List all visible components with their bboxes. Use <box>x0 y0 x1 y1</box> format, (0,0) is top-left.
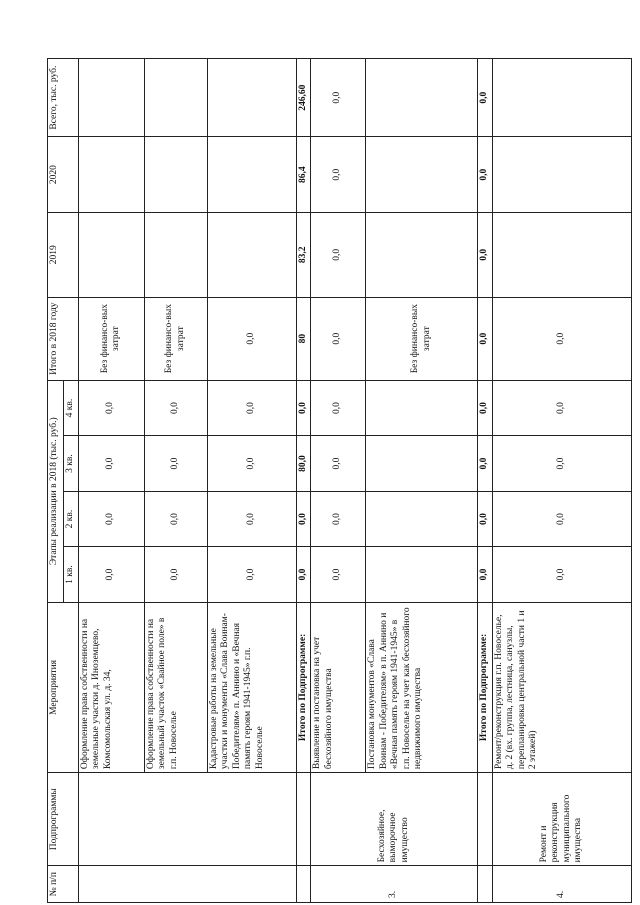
y2019-cell <box>78 213 144 298</box>
q3-cell: 0,0 <box>478 436 493 492</box>
total-cell: 246,60 <box>296 59 311 137</box>
total2018-cell: 0,0 <box>207 297 296 380</box>
q4-cell: 0,0 <box>207 380 296 436</box>
subprogram-cell-empty <box>478 773 493 866</box>
q3-cell: 80,0 <box>296 436 311 492</box>
q2-cell: 0,0 <box>492 491 632 547</box>
y2019-cell <box>207 213 296 298</box>
header-q4: 4 кв. <box>64 380 79 436</box>
q1-cell: 0,0 <box>492 547 632 603</box>
total2018-cell: 0,0 <box>478 297 493 380</box>
y2019-cell <box>144 213 207 298</box>
header-total2018: Итого в 2018 году <box>48 297 79 380</box>
y2020-cell: 0,0 <box>311 137 366 213</box>
q1-cell: 0,0 <box>207 547 296 603</box>
header-num: № п/п <box>48 866 79 903</box>
q4-cell: 0,0 <box>78 380 144 436</box>
q4-cell: 0,0 <box>144 380 207 436</box>
measure-cell: Кадастровые работы на земельные участки и монументы «Слава Воинам-Победителям» п. Аннино и «Вечная память героям 1941-1945» г.п. Новоселье <box>207 602 296 772</box>
header-total: Всего, тыс. руб. <box>48 59 79 137</box>
y2020-cell: 0,0 <box>478 137 493 213</box>
y2019-cell: 0,0 <box>311 213 366 298</box>
header-q3: 3 кв. <box>64 436 79 492</box>
program-table <box>47 58 632 903</box>
q3-cell: 0,0 <box>492 436 632 492</box>
q3-cell: 0,0 <box>311 436 366 492</box>
measure-cell: Оформление права собственности на земельный участок «Свайное поле» в г.п. Новоселье <box>144 602 207 772</box>
total2018-cell: 0,0 <box>492 297 632 380</box>
q2-cell: 0,0 <box>478 491 493 547</box>
header-2020: 2020 <box>48 137 79 213</box>
q1-cell: 0,0 <box>311 547 366 603</box>
total2018-cell: 0,0 <box>311 297 366 380</box>
subtotal-row <box>478 59 493 903</box>
measure-cell: Ремонт/реконструкция г.п. Новоселье, д. 2 (вх. группа, лестница, санузлы, перепланировка центральной части 1 и 2 этажей) <box>492 602 632 772</box>
q4-cell: 0,0 <box>478 380 493 436</box>
y2019-cell: 0,0 <box>478 213 493 298</box>
total2018-cell: 80 <box>296 297 311 380</box>
total-cell-empty <box>366 59 478 137</box>
q1-cell: 0,0 <box>144 547 207 603</box>
q2-cell-empty <box>366 491 478 547</box>
total2018-cell: Без финансо-вых затрат <box>144 297 207 380</box>
header-2019: 2019 <box>48 213 79 298</box>
total-cell: 0,0 <box>311 59 366 137</box>
q4-cell: 0,0 <box>311 380 366 436</box>
total-cell <box>492 59 632 137</box>
q1-cell-empty <box>366 547 478 603</box>
q2-cell: 0,0 <box>78 491 144 547</box>
measure-cell: Постановка монументов «Слава Воинам - Победителям» в п. Аннино и «Вечная память героям 1941-1945» в г.п. Новоселье на учет как бесхозяйного недвижимого имущества <box>366 602 478 772</box>
subprogram-cell-empty <box>296 773 311 866</box>
q2-cell: 0,0 <box>311 491 366 547</box>
subtotal-label: Итого по Подпрограмме: <box>296 602 311 772</box>
header-subprogram: Подпрограммы <box>48 773 79 866</box>
q3-cell: 0,0 <box>144 436 207 492</box>
num-cell-empty <box>478 866 493 903</box>
y2020-cell <box>144 137 207 213</box>
q1-cell: 0,0 <box>296 547 311 603</box>
subtotal-label: Итого по Подпрограмме: <box>478 602 493 772</box>
q2-cell: 0,0 <box>144 491 207 547</box>
y2020-cell: 86,4 <box>296 137 311 213</box>
total2018-cell: Без финансо-вых затрат <box>366 297 478 380</box>
subprogram-cell-empty <box>78 773 296 866</box>
q1-cell: 0,0 <box>78 547 144 603</box>
num-cell-empty <box>78 866 296 903</box>
q3-cell: 0,0 <box>207 436 296 492</box>
y2020-cell <box>207 137 296 213</box>
measure-cell: Выявление и постановка на учет бесхозяйного имущества <box>311 602 366 772</box>
q1-cell: 0,0 <box>478 547 493 603</box>
subtotal-row <box>296 59 311 903</box>
q2-cell: 0,0 <box>207 491 296 547</box>
header-q1: 1 кв. <box>64 547 79 603</box>
y2019-cell-empty <box>366 213 478 298</box>
header-q2: 2 кв. <box>64 491 79 547</box>
table-row <box>492 59 632 903</box>
section-3-number: 3. <box>311 866 478 903</box>
q2-cell: 0,0 <box>296 491 311 547</box>
table-row <box>78 59 144 903</box>
num-cell-empty <box>296 866 311 903</box>
rotated-table-page <box>47 58 632 903</box>
y2020-cell <box>78 137 144 213</box>
section-4-number: 4. <box>492 866 632 903</box>
q3-cell: 0,0 <box>78 436 144 492</box>
y2020-cell <box>492 137 632 213</box>
table-row <box>311 59 366 903</box>
y2019-cell: 83,2 <box>296 213 311 298</box>
q4-cell: 0,0 <box>492 380 632 436</box>
q3-cell-empty <box>366 436 478 492</box>
header-measure: Мероприятия <box>48 602 79 772</box>
y2019-cell <box>492 213 632 298</box>
y2020-cell-empty <box>366 137 478 213</box>
total-cell <box>78 59 144 137</box>
total-cell <box>144 59 207 137</box>
total-cell <box>207 59 296 137</box>
header-stages: Этапы реализации в 2018 (тыс. руб.) <box>48 380 64 602</box>
q4-cell-empty <box>366 380 478 436</box>
total-cell: 0,0 <box>478 59 493 137</box>
section-4-subprogram: Ремонт и реконструкция муниципального имущества <box>492 773 632 866</box>
total2018-cell: Без финансо-вых затрат <box>78 297 144 380</box>
q4-cell: 0,0 <box>296 380 311 436</box>
measure-cell: Оформление права собственности на земельные участки д. Иноземцево, Комсомольская ул. д. 34, <box>78 602 144 772</box>
section-3-subprogram: Бесхозяйное, выморочное имущество <box>311 773 478 866</box>
